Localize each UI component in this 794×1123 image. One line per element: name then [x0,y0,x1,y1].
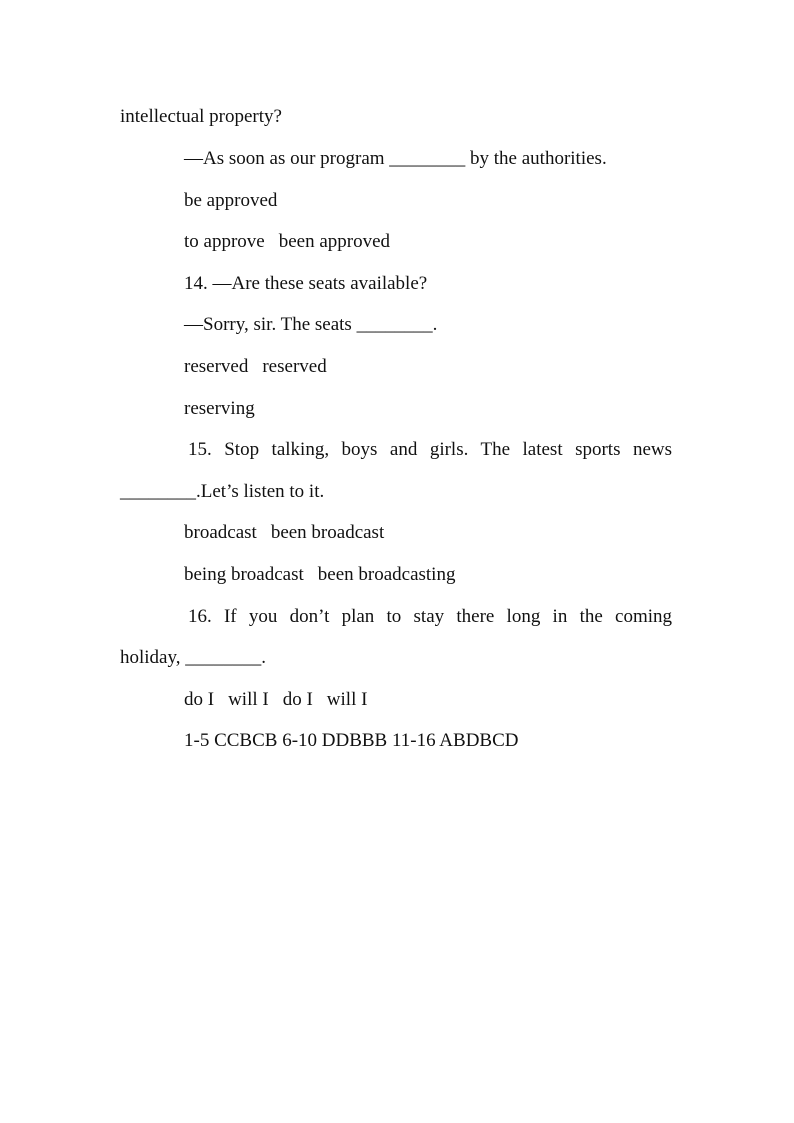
question-15-continuation: ________.Let’s listen to it. [120,481,325,502]
option: been approved [278,231,391,252]
answer-key: 1-5 CCBCB 6-10 DDBBB 11-16 ABDBCD [184,730,519,751]
question-15: 15. Stop talking, boys and girls. The latest sports news [188,439,672,460]
option: reserved [262,356,327,377]
question-14: 14. —Are these seats available? [184,273,428,294]
option-line: be approved [184,190,278,211]
option: to approve [184,231,265,252]
option-line [184,563,455,587]
option: been broadcast [270,522,385,543]
option: will I [326,689,368,710]
question-16: 16. If you don’t plan to stay there long in the coming [188,606,672,627]
option-line [184,688,367,712]
option: do I [282,689,313,710]
option: do I [184,689,215,710]
option: broadcast [184,522,257,543]
option-line [184,355,327,379]
question-13-response: —As soon as our program ________ by the authorities. [184,148,607,169]
option-line [184,230,390,254]
question-16-continuation: holiday, ________. [120,647,267,668]
option: will I [228,689,269,710]
option: been broadcasting [317,564,456,585]
option-line [184,521,384,545]
question-14-response: —Sorry, sir. The seats ________. [184,314,438,335]
option: reserved [184,356,249,377]
question-text-continuation: intellectual property? [120,106,282,127]
option-line: reserving [184,398,255,419]
option: being broadcast [184,564,304,585]
